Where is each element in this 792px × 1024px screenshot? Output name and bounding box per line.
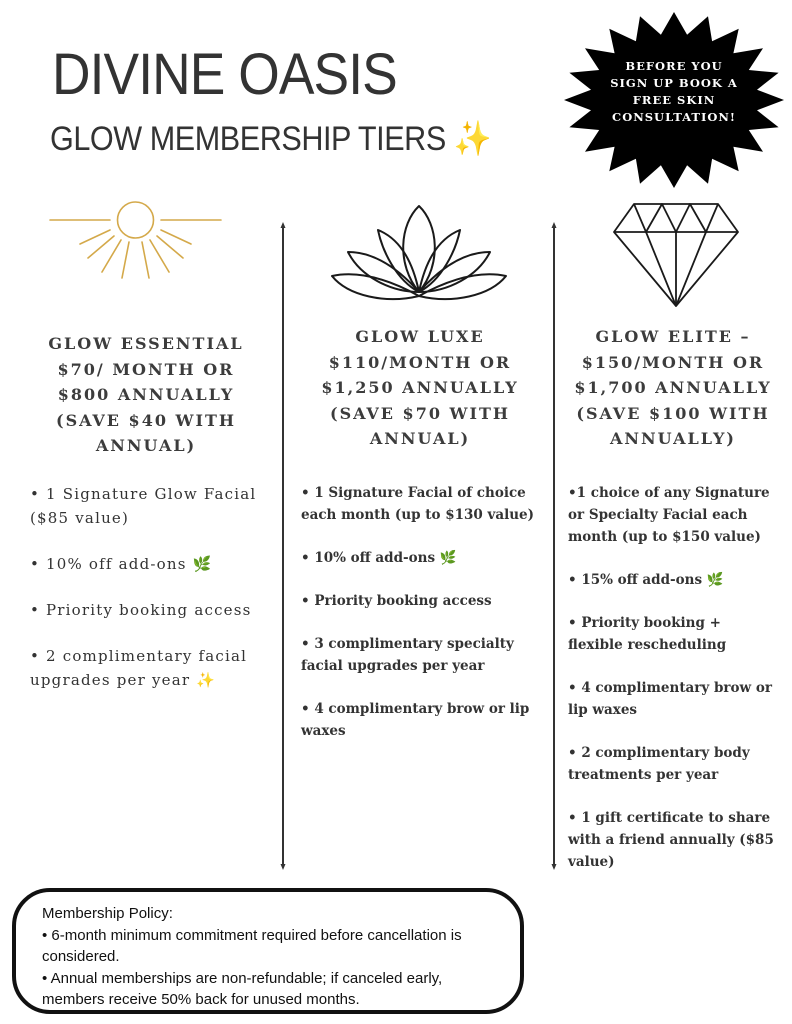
page-subtitle bbox=[50, 122, 492, 156]
title-line: GLOW ESSENTIAL bbox=[48, 334, 244, 353]
benefit-item: • 4 complimentary brow or lip waxes bbox=[301, 701, 530, 739]
benefit-item: • Priority booking + flexible rescheduling bbox=[568, 615, 727, 653]
consultation-callout bbox=[563, 58, 785, 126]
title-line: GLOW ELITE – bbox=[595, 327, 751, 346]
sparkles-icon: ✨ bbox=[196, 671, 217, 689]
benefit-list-glow-luxe bbox=[301, 482, 549, 763]
title-line: $70/ MONTH OR bbox=[57, 359, 235, 379]
title-line: $110/MONTH OR bbox=[328, 352, 512, 372]
benefit-item: • 1 Signature Glow Facial ($85 value) bbox=[30, 485, 257, 527]
subtitle-text: GLOW MEMBERSHIP TIERS bbox=[50, 120, 446, 158]
title-line: ANNUALLY) bbox=[609, 429, 736, 448]
title-line: $1,250 ANNUALLY bbox=[321, 378, 519, 397]
title-line: (SAVE $100 WITH bbox=[576, 403, 770, 423]
title-line: (SAVE $40 WITH bbox=[56, 410, 236, 430]
sparkles-icon: ✨ bbox=[453, 120, 492, 158]
column-divider bbox=[279, 222, 287, 870]
title-line: (SAVE $70 WITH bbox=[330, 403, 510, 423]
tier-title-glow-luxe bbox=[298, 324, 542, 452]
benefit-item: • 2 complimentary body treatments per year bbox=[568, 745, 750, 783]
membership-policy-box bbox=[12, 888, 524, 1014]
title-line: GLOW LUXE bbox=[355, 327, 485, 346]
leaf-icon: 🌿 bbox=[439, 550, 457, 566]
title-line: $800 ANNUALLY bbox=[57, 385, 235, 404]
callout-line: CONSULTATION! bbox=[612, 110, 736, 124]
policy-item: • Annual memberships are non-refundable; if canceled early, members receive 50% back for unused months. bbox=[42, 969, 443, 1008]
column-divider bbox=[550, 222, 558, 870]
benefit-item: • 10% off add-ons 🌿 bbox=[301, 550, 457, 566]
benefit-item: • Priority booking access bbox=[30, 601, 252, 619]
leaf-icon: 🌿 bbox=[706, 572, 724, 588]
benefit-item: • 3 complimentary specialty facial upgrades per year bbox=[301, 636, 514, 674]
benefit-item: • 10% off add-ons 🌿 bbox=[30, 555, 213, 573]
benefit-item: • Priority booking access bbox=[301, 593, 492, 609]
leaf-icon: 🌿 bbox=[192, 555, 213, 573]
callout-line: FREE SKIN bbox=[632, 93, 716, 107]
brand-title: DIVINE OASIS bbox=[52, 42, 397, 107]
tier-title-glow-elite bbox=[566, 324, 780, 452]
sun-icon bbox=[48, 200, 223, 282]
benefit-item: • 1 gift certificate to share with a friend annually ($85 value) bbox=[568, 810, 774, 870]
benefit-item: • 1 Signature Facial of choice each month (up to $130 value) bbox=[301, 485, 534, 523]
benefit-item: • 4 complimentary brow or lip waxes bbox=[568, 680, 772, 718]
benefit-list-glow-essential bbox=[30, 482, 276, 714]
title-line: $1,700 ANNUALLY bbox=[574, 378, 772, 397]
benefit-list-glow-elite bbox=[568, 482, 780, 894]
policy-title: Membership Policy: bbox=[42, 905, 173, 922]
callout-line: SIGN UP BOOK A bbox=[610, 76, 738, 90]
benefit-item: •1 choice of any Signature or Specialty Facial each month (up to $150 value) bbox=[568, 485, 770, 545]
lotus-icon bbox=[330, 200, 508, 308]
tier-title-glow-essential bbox=[30, 331, 262, 459]
policy-item: • 6-month minimum commitment required before cancellation is considered. bbox=[42, 926, 462, 965]
benefit-item: • 2 complimentary facial upgrades per year ✨ bbox=[30, 647, 248, 689]
diamond-icon bbox=[612, 200, 740, 308]
title-line: $150/MONTH OR bbox=[581, 352, 765, 372]
title-line: ANNUAL) bbox=[369, 429, 471, 448]
benefit-item: • 15% off add-ons 🌿 bbox=[568, 572, 724, 588]
title-line: ANNUAL) bbox=[95, 436, 197, 455]
callout-line: BEFORE YOU bbox=[625, 59, 723, 73]
